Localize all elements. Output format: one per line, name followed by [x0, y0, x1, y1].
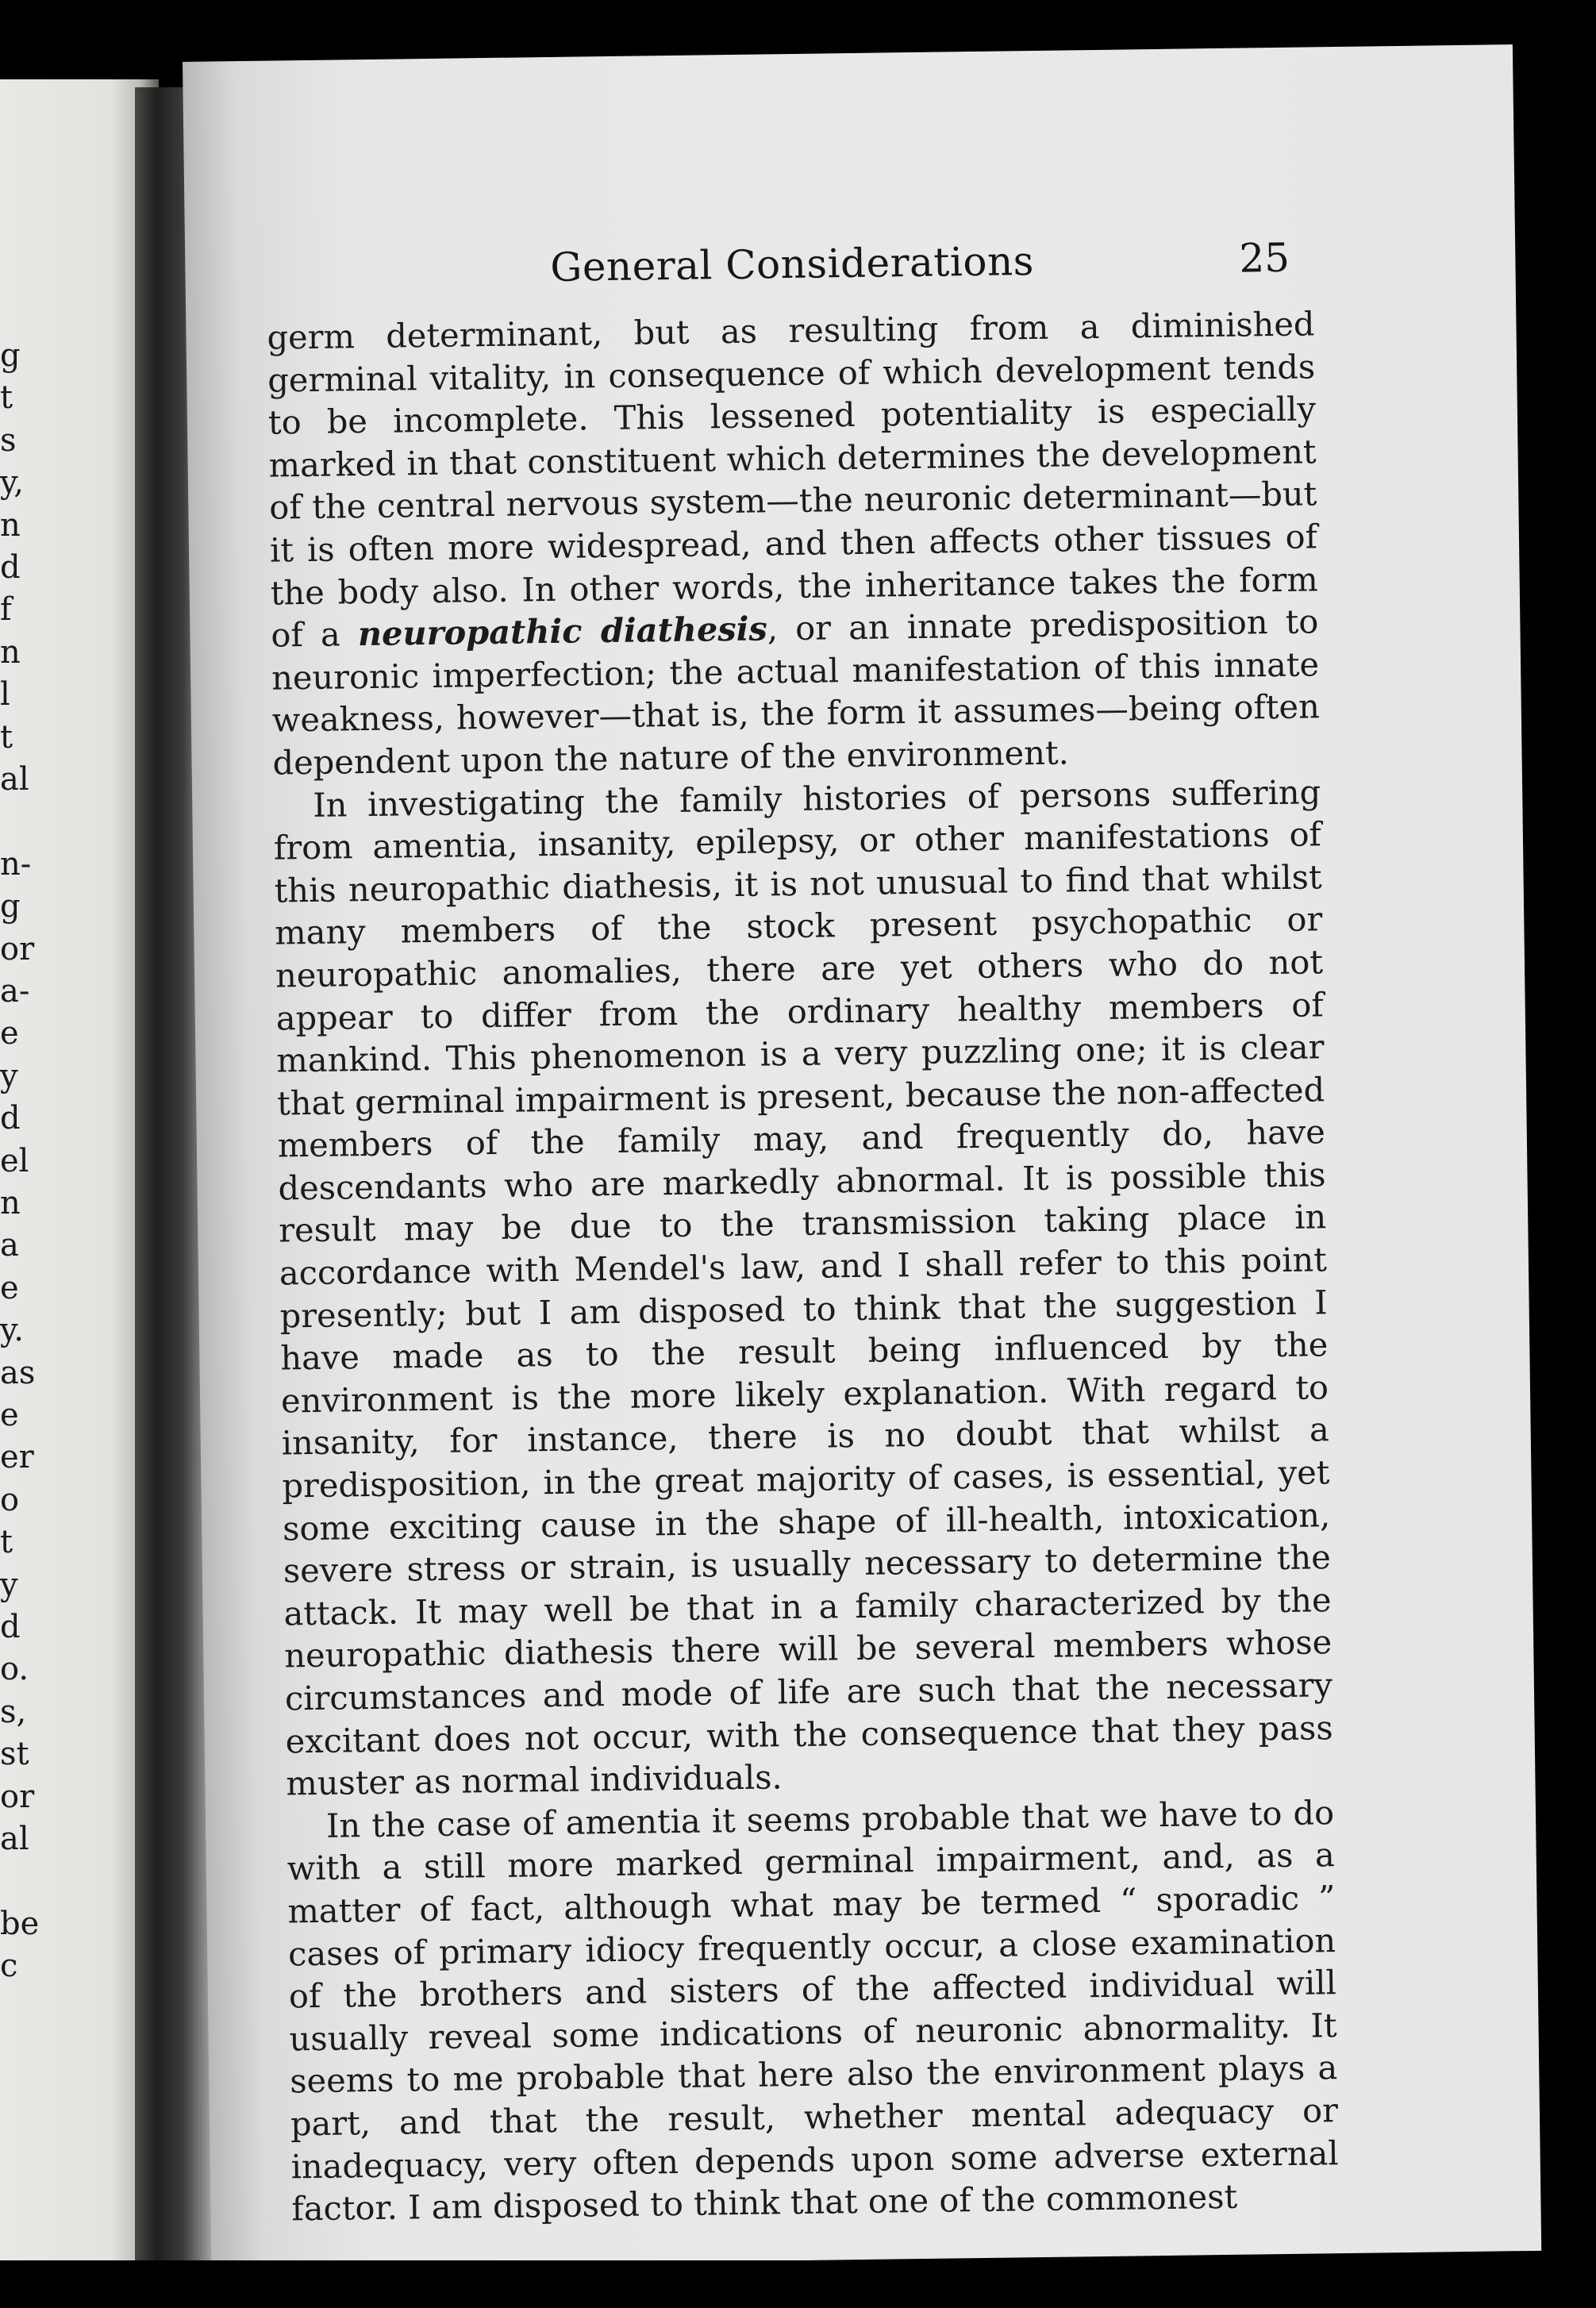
facing-page-fragment: y,	[0, 464, 24, 502]
facing-page-fragment: er	[0, 1439, 34, 1476]
facing-page-fragment: a-	[0, 973, 30, 1010]
facing-page-fragment: d	[0, 1100, 21, 1137]
facing-page-fragment: e	[0, 1269, 19, 1306]
facing-page-fragment: n	[0, 633, 21, 671]
facing-page-fragment: c	[0, 1948, 18, 1985]
facing-page-fragment: as	[0, 1354, 36, 1391]
paragraph-1-start: germ determinant, but as resulting from a diminished germinal vitality, in consequence of which development tends to be incomplete. This lessened potentiality is especially marked in that constituent which determines the development of the central nervous system—the neuronic determinant—but it is often more widespread, and then affects other tissues of the body also. In other words, the inheritance takes the form of a	[267, 304, 1318, 655]
facing-page-fragment: g	[0, 888, 21, 925]
facing-page-fragment: st	[0, 1736, 29, 1773]
running-title: General Considerations	[550, 237, 1035, 290]
paragraph-1	[267, 302, 1321, 784]
facing-page-fragment: or	[0, 1778, 35, 1815]
body-text	[267, 302, 1339, 2230]
facing-page-fragment: e	[0, 1015, 19, 1052]
facing-page-fragment: a	[0, 1227, 19, 1264]
facing-page-fragment: n-	[0, 845, 32, 883]
page-number: 25	[1238, 234, 1290, 282]
facing-page-fragment: t	[0, 379, 13, 417]
facing-page-fragment: n	[0, 506, 21, 544]
facing-page-fragment: o	[0, 1481, 20, 1518]
facing-page-fragment: y.	[0, 1312, 24, 1349]
facing-page-fragment: s,	[0, 1693, 27, 1730]
scan-bottom-edge	[0, 2260, 1596, 2308]
facing-page-fragment: s	[0, 421, 17, 459]
facing-page-fragment: e	[0, 1397, 19, 1433]
facing-page-fragment: al	[0, 1821, 29, 1857]
paragraph-2: In investigating the family histories of persons suffering from amentia, insanity, epilepsy, or other manifestations of this neuropathic diathesis, it is not unusual to find that whilst many members of the stock present psychopathic or neuropathic anomalies, there are yet others who do not appear to differ from the ordinary healthy members of mankind. This phenomenon is a very puzzling one; it is clear that germinal impairment is present, because the non-affected members of the family may, and frequently do, have descendants who are markedly abnormal. It is possible this result may be due to the transmission taking place in accordance with Mendel's law, and I shall refer to this point presently; but I am disposed to think that the suggestion I have made as to the result being influenced by the environment is the more likely explanation. With regard to insanity, for instance, there is no doubt that whilst a predisposition, in the great majority of cases, is essential, yet some exciting cause in the shape of ill-health, intoxication, severe stress or strain, is usually necessary to determine the attack. It may well be that in a family characterized by the neuropathic diathesis there will be several members whose circumstances and mode of life are such that the necessary excitant does not occur, with the consequence that they pass muster as normal individuals.	[273, 771, 1333, 1803]
facing-page-fragment: l	[0, 676, 10, 714]
facing-page-fragment: el	[0, 1142, 29, 1179]
facing-page-fragment: g	[0, 337, 21, 374]
facing-page-fragment: f	[0, 591, 12, 629]
facing-page-fragment: al	[0, 761, 29, 798]
paragraph-1-end: , or an innate predisposition to neuronic imperfection; the actual manifestation of this innate weakness, however—that is, the form it assumes—being often dependent upon the nature of the environment.	[271, 602, 1321, 783]
facing-page-fragment: d	[0, 1609, 21, 1645]
running-head	[185, 232, 1516, 297]
facing-page-fragment: t	[0, 718, 13, 756]
book-page	[183, 44, 1541, 2268]
facing-page-fragment: be	[0, 1905, 40, 1942]
facing-page-fragment: t	[0, 1524, 13, 1561]
facing-page-fragment: y	[0, 1057, 18, 1094]
facing-page-fragment: d	[0, 549, 21, 586]
facing-page-fragment: or	[0, 930, 35, 967]
facing-page-fragment: n	[0, 1185, 21, 1221]
italic-term: neuropathic diathesis	[357, 609, 768, 654]
facing-page-fragment: y	[0, 1566, 18, 1603]
paragraph-3: In the case of amentia it seems probable that we have to do with a still more marked germinal impairment, and, as a matter of fact, although what may be termed “ sporadic ” cases of primary idiocy frequently occur, a close examination of the brothers and sisters of the affected individual will usually reveal some indications of neuronic abnormality. It seems to me probable that here also the environment plays a part, and that the result, whether mental adequacy or inadequacy, very often depends upon some adverse external factor. I am disposed to think that one of the commonest	[287, 1792, 1339, 2229]
facing-page-fragment: o.	[0, 1651, 29, 1688]
